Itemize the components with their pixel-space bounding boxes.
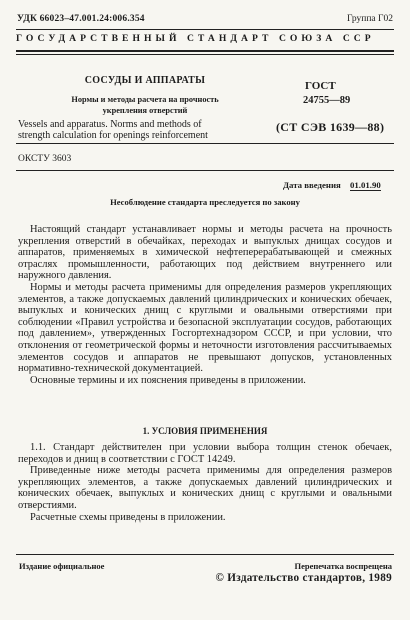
udk-code: УДК 66023–47.001.24:006.354 <box>17 14 145 24</box>
subtitle-line: укрепления отверстий <box>102 106 188 115</box>
edition-note: Издание официальное <box>19 561 105 571</box>
legal-notice: Несоблюдение стандарта преследуется по закону <box>110 197 300 207</box>
paragraph: Приведенные ниже методы расчета применимы для определения размеров укрепляющих элементов, а также допускаемых давлений цилиндрических и конических обечаек, выпуклых и конических днищ с круглыми и овальными отверстиями. <box>18 465 392 511</box>
subtitle-line: Нормы и методы расчета на прочность <box>71 95 219 104</box>
date-value: 01.01.90 <box>350 180 381 190</box>
document-subtitle-ru <box>40 94 250 116</box>
reprint-note: Перепечатка воспрещена <box>294 561 392 571</box>
st-sev-reference: (СТ СЭВ 1639—88) <box>276 120 385 134</box>
title-en-line: Vessels and apparatus. Norms and methods of <box>18 119 202 130</box>
document-title-ru: СОСУДЫ И АППАРАТЫ <box>84 75 206 86</box>
document-title-en <box>18 119 268 141</box>
title-en-line: strength calculation for openings reinforcement <box>18 130 208 141</box>
gost-number: 24755—89 <box>303 95 351 106</box>
paragraph: Настоящий стандарт устанавливает нормы и методы расчета на прочность укрепления отверстий в обечайках, переходах и выпуклых днищах сосудов и аппаратов, применяемых в химической нефтеперерабатывающей и смежных отраслях промышленности, работающих под действием внутреннего или наружного давления. <box>18 224 392 282</box>
copyright: © Издательство стандартов, 1989 <box>215 572 392 584</box>
section-title: 1. УСЛОВИЯ ПРИМЕНЕНИЯ <box>142 426 268 436</box>
gost-label: ГОСТ <box>305 80 336 92</box>
paragraph: Нормы и методы расчета применимы для определения размеров укрепляющих элементов, а также допускаемых давлений цилиндрических и конических обечаек, выпуклых и конических днищ с круглыми и овальными отверстиями при соблюдении «Правил устройства и безопасной эксплуатации сосудов, работающих под давлением», утвержденных Госгортехнадзором СССР, и при условии, что отклонения от геометрической формы и неточности изготовления рассчитываемых элементов сосудов и аппаратов не превышают допусков, установленных нормативно-технической документацией. <box>18 281 392 375</box>
paragraph: Расчетные схемы приведены в приложении. <box>30 511 226 523</box>
group-code: Группа Г02 <box>346 14 393 24</box>
paragraph: Основные термины и их пояснения приведены в приложении. <box>30 374 306 386</box>
okstu-rule <box>16 170 394 171</box>
title-rule <box>16 143 394 144</box>
okstu-code: ОКСТУ 3603 <box>18 154 72 164</box>
header-rule-thick <box>16 50 394 52</box>
header-rule-thin <box>16 54 394 55</box>
intro-text <box>18 224 392 386</box>
paragraph: 1.1. Стандарт действителен при условии выбора толщин стенок обечаек, переходов и днищ в соответствии с ГОСТ 14249. <box>18 442 392 465</box>
footer-rule <box>16 554 394 555</box>
date-label: Дата введения <box>283 180 341 190</box>
state-standard-header: ГОСУДАРСТВЕННЫЙ СТАНДАРТ СОЮЗА ССР <box>16 33 375 44</box>
top-rule <box>16 29 394 30</box>
section-text <box>18 442 392 523</box>
